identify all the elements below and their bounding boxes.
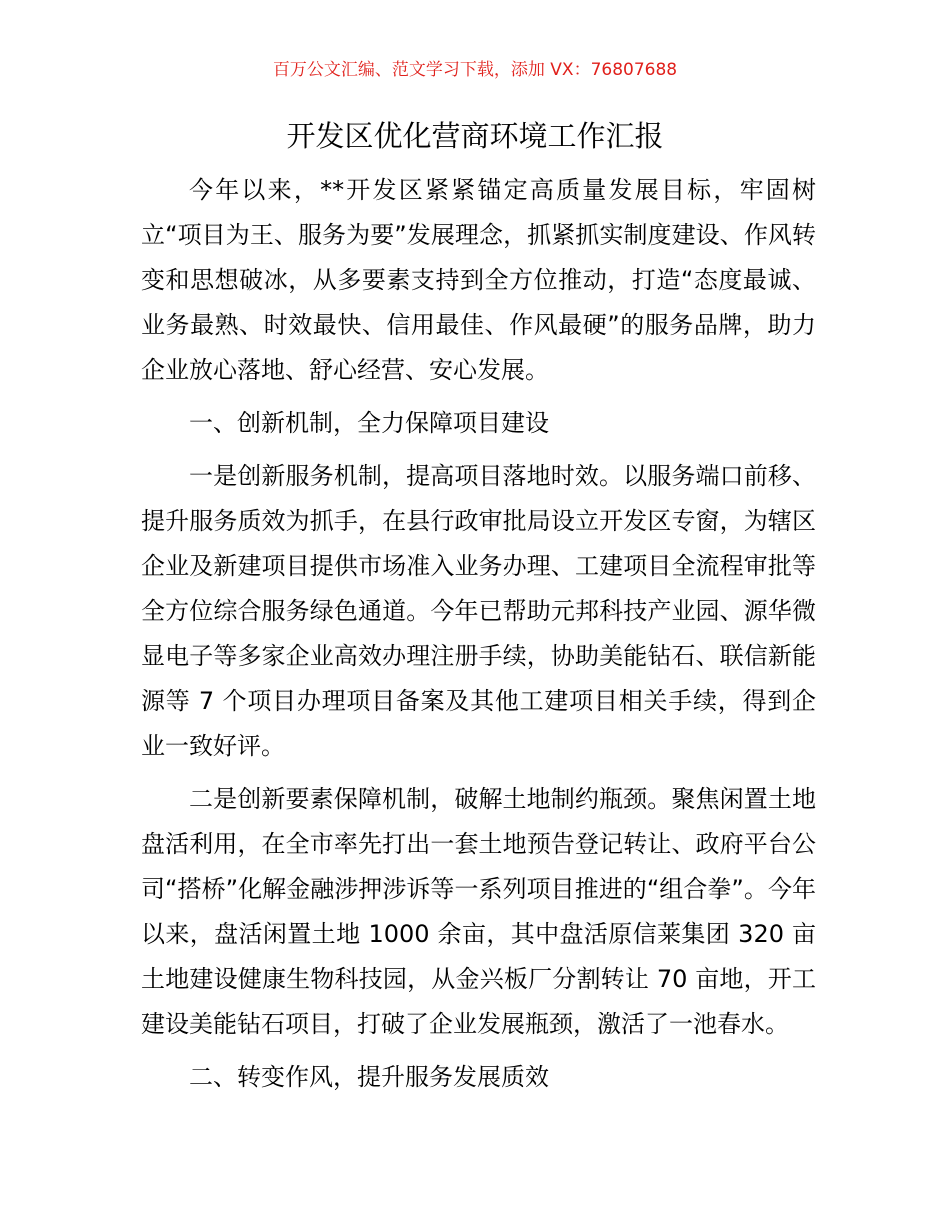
paragraph-innovation-service: 一是创新服务机制，提高项目落地时效。以服务端口前移、提升服务质效为抓手，在县行政审批局设立开发区专窗，为辖区企业及新建项目提供市场准入业务办理、工建项目全流程审批等全方位综合服务绿色通道。今年已帮助元邦科技产业园、源华微显电子等多家企业高效办理注册手续，协助美能钻石、联信新能源等 7 个项目办理项目备案及其他工建项目相关手续，得到企业一致好评。 <box>141 462 816 760</box>
document-body <box>141 168 816 1100</box>
section-heading-2: 二、转变作风，提升服务发展质效 <box>189 1063 549 1091</box>
section-heading-1: 一、创新机制，全力保障项目建设 <box>189 409 549 437</box>
intro-paragraph: 今年以来，**开发区紧紧锚定高质量发展目标，牢固树立“项目为王、服务为要”发展理念，抓紧抓实制度建设、作风转变和思想破冰，从多要素支持到全方位推动，打造“态度最诚、业务最熟、时效最快、信用最佳、作风最硬”的服务品牌，助力企业放心落地、舒心经营、安心发展。 <box>141 176 816 384</box>
paragraph-innovation-land: 二是创新要素保障机制，破解土地制约瓶颈。聚焦闲置土地盘活利用，在全市率先打出一套土地预告登记转让、政府平台公司“搭桥”化解金融涉押涉诉等一系列项目推进的“组合拳”。今年以来，盘活闲置土地 1000 余亩，其中盘活原信莱集团 320 亩土地建设健康生物科技园，从金兴板厂分割转让 70 亩地，开工建设美能钻石项目，打破了企业发展瓶颈，激活了一池春水。 <box>141 785 816 1038</box>
header-watermark-note: 百万公文汇编、范文学习下载，添加 VX：76807688 <box>272 60 678 80</box>
document-title: 开发区优化营商环境工作汇报 <box>286 119 664 153</box>
